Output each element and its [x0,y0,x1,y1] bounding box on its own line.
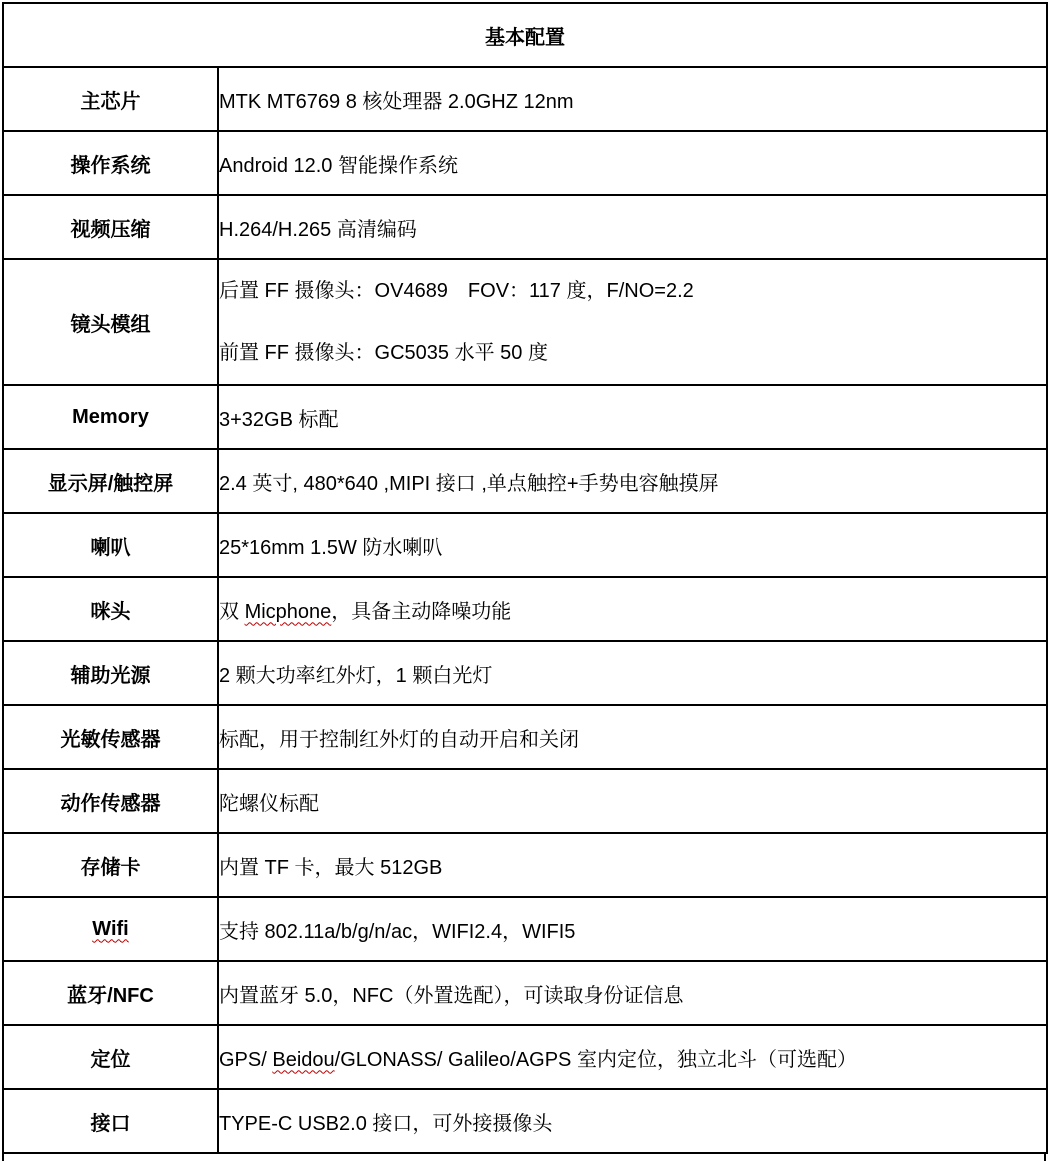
row-label-chip: 主芯片 [3,67,218,131]
row-label-display: 显示屏/触控屏 [3,449,218,513]
row-value-os: Android 12.0 智能操作系统 [218,131,1047,195]
row-value-positioning [218,1025,1047,1089]
row-label-motion: 动作传感器 [3,769,218,833]
row-value-light: 2 颗大功率红外灯，1 颗白光灯 [218,641,1047,705]
row-value-storage: 内置 TF 卡，最大 512GB [218,833,1047,897]
row-value-mic [218,577,1047,641]
row-label-photosensor: 光敏传感器 [3,705,218,769]
row-label-video: 视频压缩 [3,195,218,259]
mic-prefix: 双 [219,600,245,623]
row-label-camera: 镜头模组 [3,259,218,385]
positioning-suffix: /GLONASS/ Galileo/AGPS 室内定位，独立北斗（可选配） [334,1048,857,1071]
row-label-os: 操作系统 [3,131,218,195]
table-row [3,67,1047,131]
table-row [3,897,1047,961]
table-row [3,195,1047,259]
row-label-light: 辅助光源 [3,641,218,705]
table-row [3,1089,1047,1153]
row-value-wifi: 支持 802.11a/b/g/n/ac，WIFI2.4，WIFI5 [218,897,1047,961]
row-label-memory: Memory [3,385,218,449]
table-row [3,385,1047,449]
row-label-bt-nfc: 蓝牙/NFC [3,961,218,1025]
row-value-motion: 陀螺仪标配 [218,769,1047,833]
table-row [3,833,1047,897]
table-row [3,705,1047,769]
positioning-prefix: GPS/ [219,1048,273,1071]
row-value-video: H.264/H.265 高清编码 [218,195,1047,259]
row-label-positioning: 定位 [3,1025,218,1089]
table-row [3,259,1047,385]
table-row [3,1025,1047,1089]
table-title-row [3,3,1047,67]
table-row [3,513,1047,577]
camera-rear-line: 后置 FF 摄像头：OV4689 FOV：117 度，F/NO=2.2 [219,280,694,302]
table-row [3,131,1047,195]
table-row [3,961,1047,1025]
row-label-mic: 咪头 [3,577,218,641]
spellcheck-marked-word: Micphone [244,600,332,623]
row-value-memory: 3+32GB 标配 [218,385,1047,449]
table-title: 基本配置 [3,3,1047,67]
row-value-bt-nfc: 内置蓝牙 5.0，NFC（外置选配），可读取身份证信息 [218,961,1047,1025]
row-value-camera [218,259,1047,385]
table-row [3,769,1047,833]
row-value-chip: MTK MT6769 8 核处理器 2.0GHZ 12nm [218,67,1047,131]
row-label-storage: 存储卡 [3,833,218,897]
row-value-display: 2.4 英寸, 480*640 ,MIPI 接口 ,单点触控+手势电容触摸屏 [218,449,1047,513]
spec-table [2,2,1048,1154]
row-value-speaker: 25*16mm 1.5W 防水喇叭 [218,513,1047,577]
row-value-photosensor: 标配，用于控制红外灯的自动开启和关闭 [218,705,1047,769]
table-continuation [2,1152,1046,1161]
row-value-interface: TYPE-C USB2.0 接口，可外接摄像头 [218,1089,1047,1153]
row-label-speaker: 喇叭 [3,513,218,577]
wifi-label-text: Wifi [92,917,129,940]
row-label-wifi [3,897,218,961]
row-label-interface: 接口 [3,1089,218,1153]
table-row [3,641,1047,705]
table-row [3,577,1047,641]
table-row [3,449,1047,513]
camera-front-line: 前置 FF 摄像头：GC5035 水平 50 度 [219,342,548,364]
spellcheck-marked-word: Beidou [272,1048,335,1071]
mic-suffix: ，具备主动降噪功能 [331,600,512,623]
